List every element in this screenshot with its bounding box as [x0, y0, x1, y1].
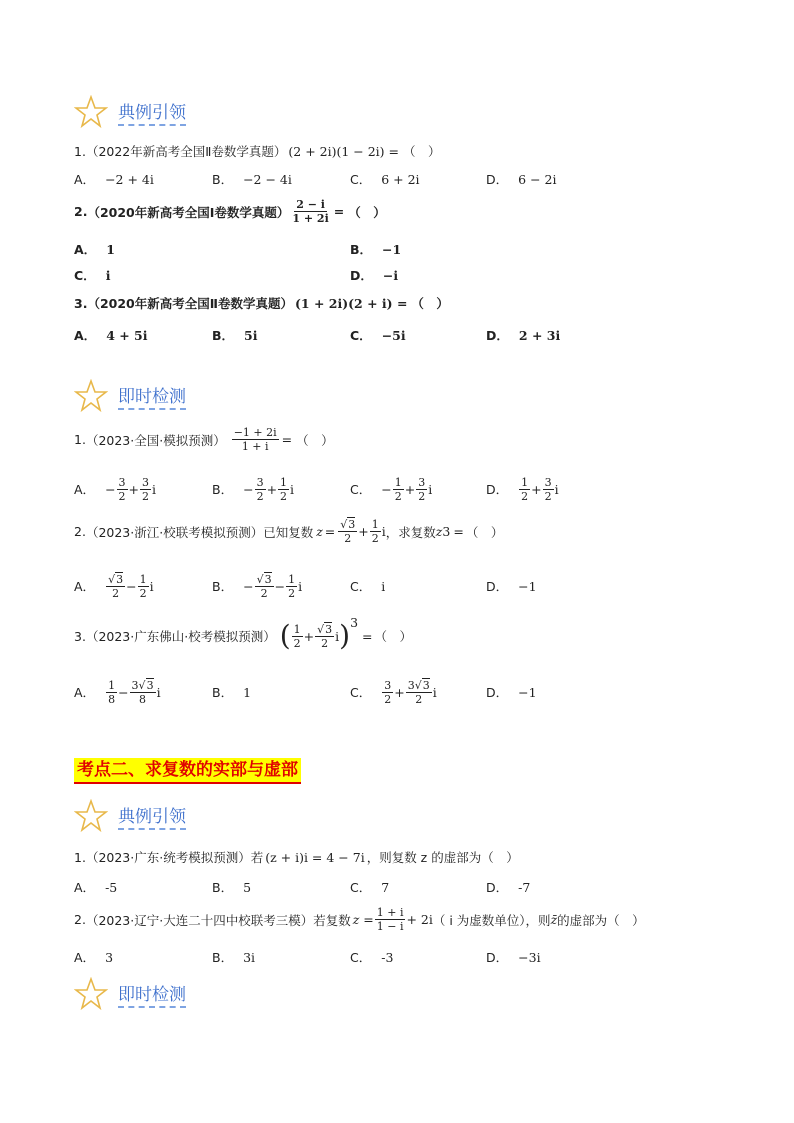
option-a[interactable]: A． −2 + 4i	[74, 171, 154, 187]
option-b[interactable]: B． − $\frac{3}{2}$ + $\frac{1}{2}$ i	[212, 475, 295, 503]
question-2: 2. （2020年新高考全国Ⅰ卷数学真题） $\frac{2 - i}{1 + 2i}$ = （ ）	[74, 198, 386, 225]
options-row	[74, 944, 634, 970]
option-c[interactable]: C． −5i	[350, 327, 406, 343]
topic-heading: 考点二、求复数的实部与虚部	[74, 758, 301, 784]
option-a[interactable]: A． 1	[74, 241, 115, 257]
option-d[interactable]: D． −i	[350, 267, 399, 283]
option-c[interactable]: C． 7	[350, 879, 390, 895]
section-header-example	[74, 94, 186, 130]
option-c[interactable]: C． i	[74, 267, 111, 283]
option-d[interactable]: D． −1	[486, 684, 537, 700]
option-c[interactable]: C． − $\frac{1}{2}$ + $\frac{3}{2}$ i	[350, 475, 433, 503]
question-3: 3. （2023·广东佛山·校考模拟预测） ( $\frac{1}{2}$ + $\frac{√3}{2}$ i ) $^3$ = （ ）	[74, 614, 413, 652]
option-a[interactable]: A． 4 + 5i	[74, 327, 148, 343]
option-c[interactable]: C． -3	[350, 949, 394, 965]
option-b[interactable]: B． −2 − 4i	[212, 171, 292, 187]
star-icon	[74, 799, 108, 833]
option-b[interactable]: B． 1	[212, 684, 252, 700]
option-d[interactable]: D． −3i	[486, 949, 541, 965]
option-d[interactable]: D． −1	[486, 578, 537, 594]
question-2: 2. （2023·辽宁·大连二十四中校联考三模）若复数 z = $\frac{1 + i}{1 - i}$ + 2i （ i 为虚数单位），则 z̄ 的虚部为（ ）	[74, 906, 645, 933]
option-d[interactable]: D． $\frac{1}{2}$ + $\frac{3}{2}$ i	[486, 475, 559, 503]
options-row	[74, 874, 634, 900]
option-a[interactable]: A． − $\frac{3}{2}$ + $\frac{3}{2}$ i	[74, 475, 157, 503]
options-row	[74, 322, 634, 348]
options-row	[74, 570, 634, 602]
option-c[interactable]: C． 6 + 2i	[350, 171, 420, 187]
option-a[interactable]: A． $\frac{1}{8}$ − $\frac{3√3}{8}$ i	[74, 678, 161, 706]
option-b[interactable]: B． 5i	[212, 327, 258, 343]
star-icon	[74, 977, 108, 1011]
option-b[interactable]: B． 3i	[212, 949, 256, 965]
option-b[interactable]: B． − $\frac{√3}{2}$ − $\frac{1}{2}$ i	[212, 572, 303, 600]
option-a[interactable]: A． 3	[74, 949, 114, 965]
options-row	[74, 676, 634, 708]
option-c[interactable]: C． i	[350, 578, 386, 594]
section-header-practice	[74, 976, 186, 1012]
fraction: $\frac{2 - i}{1 + 2i}$	[292, 198, 329, 225]
section-header-practice	[74, 378, 186, 414]
star-icon	[74, 95, 108, 129]
option-b[interactable]: B． 5	[212, 879, 252, 895]
options-row	[74, 474, 634, 504]
option-a[interactable]: A． $\frac{√3}{2}$ − $\frac{1}{2}$ i	[74, 572, 154, 600]
option-a[interactable]: A． -5	[74, 879, 118, 895]
question-1: 1. （2023·广东·统考模拟预测）若 (z + i)i = 4 − 7i ，则复数 z 的虚部为（ ）	[74, 849, 519, 865]
options-row	[74, 236, 634, 262]
option-b[interactable]: B． −1	[350, 241, 402, 257]
question-1: 1. （2023·全国·模拟预测） $\frac{-1 + 2i}{1 + i}$ = （ ）	[74, 426, 334, 453]
section-title: 即时检测	[118, 387, 186, 410]
star-icon	[74, 379, 108, 413]
section-header-example	[74, 798, 186, 834]
section-title: 即时检测	[118, 985, 186, 1008]
option-d[interactable]: D． -7	[486, 879, 531, 895]
question-1: 1. （2022年新高考全国Ⅱ卷数学真题） (2 + 2i)(1 − 2i) = （ ）	[74, 143, 441, 159]
option-d[interactable]: D． 2 + 3i	[486, 327, 561, 343]
option-c[interactable]: C． $\frac{3}{2}$ + $\frac{3√3}{2}$ i	[350, 678, 437, 706]
options-row	[74, 262, 634, 288]
question-3: 3. （2020年新高考全国Ⅱ卷数学真题） (1 + 2i)(2 + i) = （ ）	[74, 295, 449, 311]
section-title: 典例引领	[118, 103, 186, 126]
section-title: 典例引领	[118, 807, 186, 830]
option-d[interactable]: D． 6 − 2i	[486, 171, 557, 187]
question-2: 2. （2023·浙江·校联考模拟预测）已知复数 z = $\frac{√3}{2}$ + $\frac{1}{2}$ i ，求复数 z 3 = （ ）	[74, 518, 504, 545]
options-row	[74, 166, 634, 192]
